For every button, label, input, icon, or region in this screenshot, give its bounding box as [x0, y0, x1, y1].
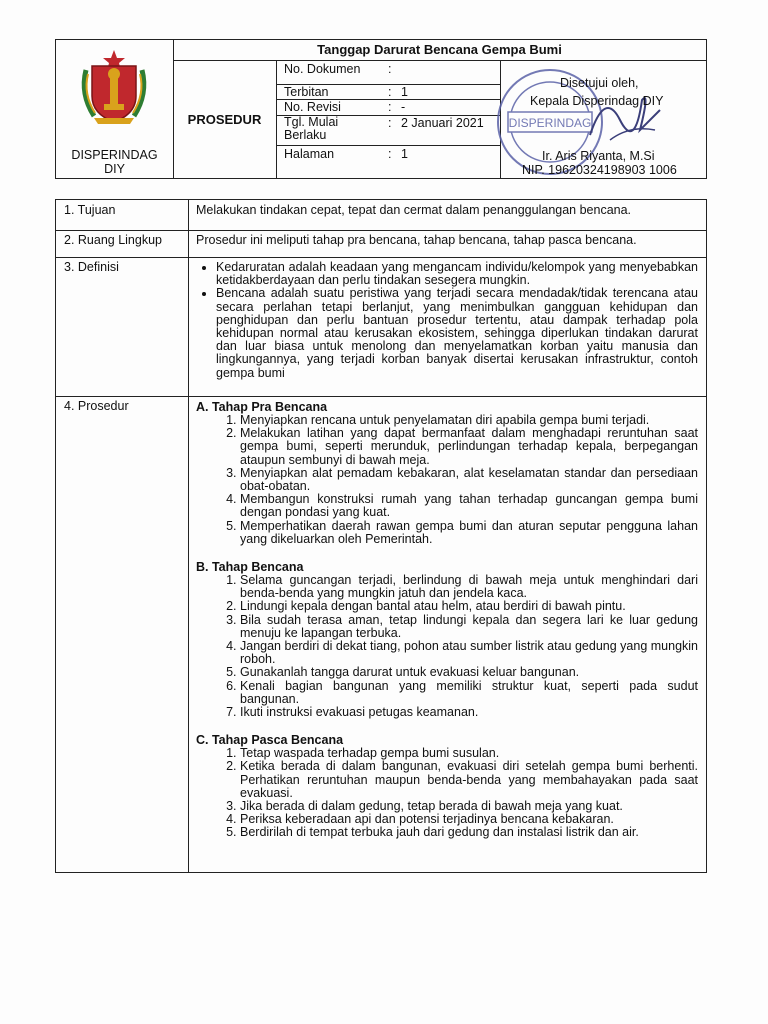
step-item: 2. Lindungi kepala dengan bantal atau helm, atau berdiri di bawah pintu. — [240, 600, 698, 613]
section-title: B. Tahap Bencana — [196, 560, 304, 575]
row-label: 1. Tujuan — [64, 203, 116, 217]
info-value: 1 — [401, 85, 408, 99]
step-item: 5. Berdirilah di tempat terbuka jauh dari gedung dan instalasi listrik dan air. — [240, 826, 698, 839]
info-row-no-dokumen — [276, 60, 500, 85]
step-item: 2. Ketika berada di dalam bangunan, evakuasi diri setelah gempa bumi berhenti. Perhatikan reruntuhan maupun benda-benda yang membahayakan pada saat evakuasi. — [240, 760, 698, 800]
step-item: 4. Periksa keberadaan api dan potensi terjadinya bencana kebakaran. — [240, 813, 698, 826]
definition-item: • Bencana adalah suatu peristiwa yang terjadi secara mendadak/tidak terencana atau secara perlahan tetapi berlanjut, yang menimbulkan gangguan kehidupan dan penghidupan dan perlu bantuan prosedur tertentu, atau dampak terhadap pola kehidupan normal atau kerusakan ekosistem, sehingga diperlukan tindakan darurat dan luar biasa untuk menolong dan menyelamatkan korban yaitu manusia dan lingkungannya, yang terjadi korban banyak disertai kerusakan infrastruktur, contoh gempa bumi — [216, 287, 698, 379]
stamp-text: DISPERINDAG — [508, 116, 592, 130]
approver-name: Ir. Aris Riyanta, M.Si — [542, 149, 655, 163]
section-title: C. Tahap Pasca Bencana — [196, 733, 344, 748]
info-colon: : — [388, 100, 392, 114]
step-item: 1. Selama guncangan terjadi, berlindung di bawah meja untuk menghindari dari benda-benda yang mungkin jatuh dan jendela kaca. — [240, 574, 698, 600]
info-colon: : — [388, 62, 392, 76]
org-name-line1: DISPERINDAG — [71, 148, 158, 162]
info-value: 1 — [401, 147, 408, 161]
info-colon: : — [388, 85, 392, 99]
document-title: Tanggap Darurat Bencana Gempa Bumi — [173, 40, 706, 61]
step-item: 5. Gunakanlah tangga darurat untuk evakuasi keluar bangunan. — [240, 666, 698, 679]
definition-item: • Kedaruratan adalah keadaan yang mengancam individu/kelompok yang menyebabkan ketidakberdayaan dan perlu tindakan sesegera mungkin. — [216, 261, 698, 287]
logo-cell — [56, 40, 174, 178]
info-colon: : — [388, 147, 392, 161]
section-pasca-bencana — [196, 733, 698, 839]
row-text: Melakukan tindakan cepat, tepat dan cermat dalam penanggulangan bencana. — [196, 203, 632, 217]
info-key: Halaman — [284, 147, 335, 161]
row-label: 4. Prosedur — [64, 399, 129, 413]
info-key: Terbitan — [284, 85, 329, 99]
section-title: A. Tahap Pra Bencana — [196, 400, 328, 414]
step-item: 3. Menyiapkan alat pemadam kebakaran, alat keselamatan standar dan persediaan obat-obatan. — [240, 467, 698, 493]
row-tujuan — [56, 200, 706, 231]
section-pra-bencana — [196, 400, 698, 546]
info-value: 2 Januari 2021 — [401, 116, 484, 130]
step-item: 1. Tetap waspada terhadap gempa bumi susulan. — [240, 747, 698, 760]
approval-line1: Disetujui oleh, — [560, 76, 639, 90]
province-emblem-icon — [74, 48, 154, 126]
approver-nip: NIP. 19620324198903 1006 — [522, 163, 677, 177]
step-item: 5. Memperhatikan daerah rawan gempa bumi dan aturan seputar pengguna lahan yang dikeluarkan oleh Pemerintah. — [240, 520, 698, 546]
definisi-list — [196, 261, 698, 380]
info-value: - — [401, 100, 406, 114]
section-bencana — [196, 560, 698, 719]
row-ruang-lingkup — [56, 230, 706, 258]
procedure-table — [55, 199, 707, 873]
org-name-line2: DIY — [104, 162, 125, 176]
procedure-label: PROSEDUR — [173, 60, 277, 178]
approval-cell — [500, 60, 706, 178]
info-key: No. Revisi — [284, 100, 341, 114]
row-label: 2. Ruang Lingkup — [64, 233, 162, 247]
signature-icon — [580, 80, 670, 150]
org-name — [56, 148, 173, 176]
step-item: 3. Bila sudah terasa aman, tetap lindungi kepala dan segera lari ke luar gedung menuju ke lapangan terbuka. — [240, 614, 698, 640]
step-item: 4. Membangun konstruksi rumah yang tahan terhadap guncangan gempa bumi dengan pondasi yang kuat. — [240, 493, 698, 519]
info-key: Tgl. Mulai Berlaku — [284, 115, 339, 142]
step-item: 3. Jika berada di dalam gedung, tetap berada di bawah meja yang kuat. — [240, 800, 698, 813]
step-item: 4. Jangan berdiri di dekat tiang, pohon atau sumber listrik atau gedung yang mungkin roboh. — [240, 640, 698, 666]
info-row-tgl-mulai — [276, 115, 500, 146]
info-colon: : — [388, 116, 392, 130]
info-row-revisi — [276, 99, 500, 116]
info-row-halaman — [276, 145, 500, 178]
row-definisi — [56, 257, 706, 397]
approval-line2: Kepala Disperindag DIY — [530, 94, 664, 108]
row-prosedur — [56, 396, 706, 872]
prosedur-content — [196, 400, 698, 840]
info-key: No. Dokumen — [284, 62, 361, 76]
step-item: 6. Kenali bagian bangunan yang memiliki struktur kuat, seperti pada sudut bangunan. — [240, 680, 698, 706]
row-label: 3. Definisi — [64, 260, 119, 274]
row-text: Prosedur ini meliputi tahap pra bencana, tahap bencana, tahap pasca bencana. — [196, 233, 637, 247]
step-item: 7. Ikuti instruksi evakuasi petugas keamanan. — [240, 706, 698, 719]
header-table — [55, 39, 707, 179]
info-row-terbitan — [276, 84, 500, 100]
step-item: 1. Menyiapkan rencana untuk penyelamatan diri apabila gempa bumi terjadi. — [240, 414, 698, 427]
document-info — [276, 60, 501, 178]
step-item: 2. Melakukan latihan yang dapat bermanfaat dalam menghadapi reruntuhan saat gempa bumi, seperti merunduk, perlindungan terhadap kepala, berpegangan ataupun sembunyi di bawah meja. — [240, 427, 698, 467]
